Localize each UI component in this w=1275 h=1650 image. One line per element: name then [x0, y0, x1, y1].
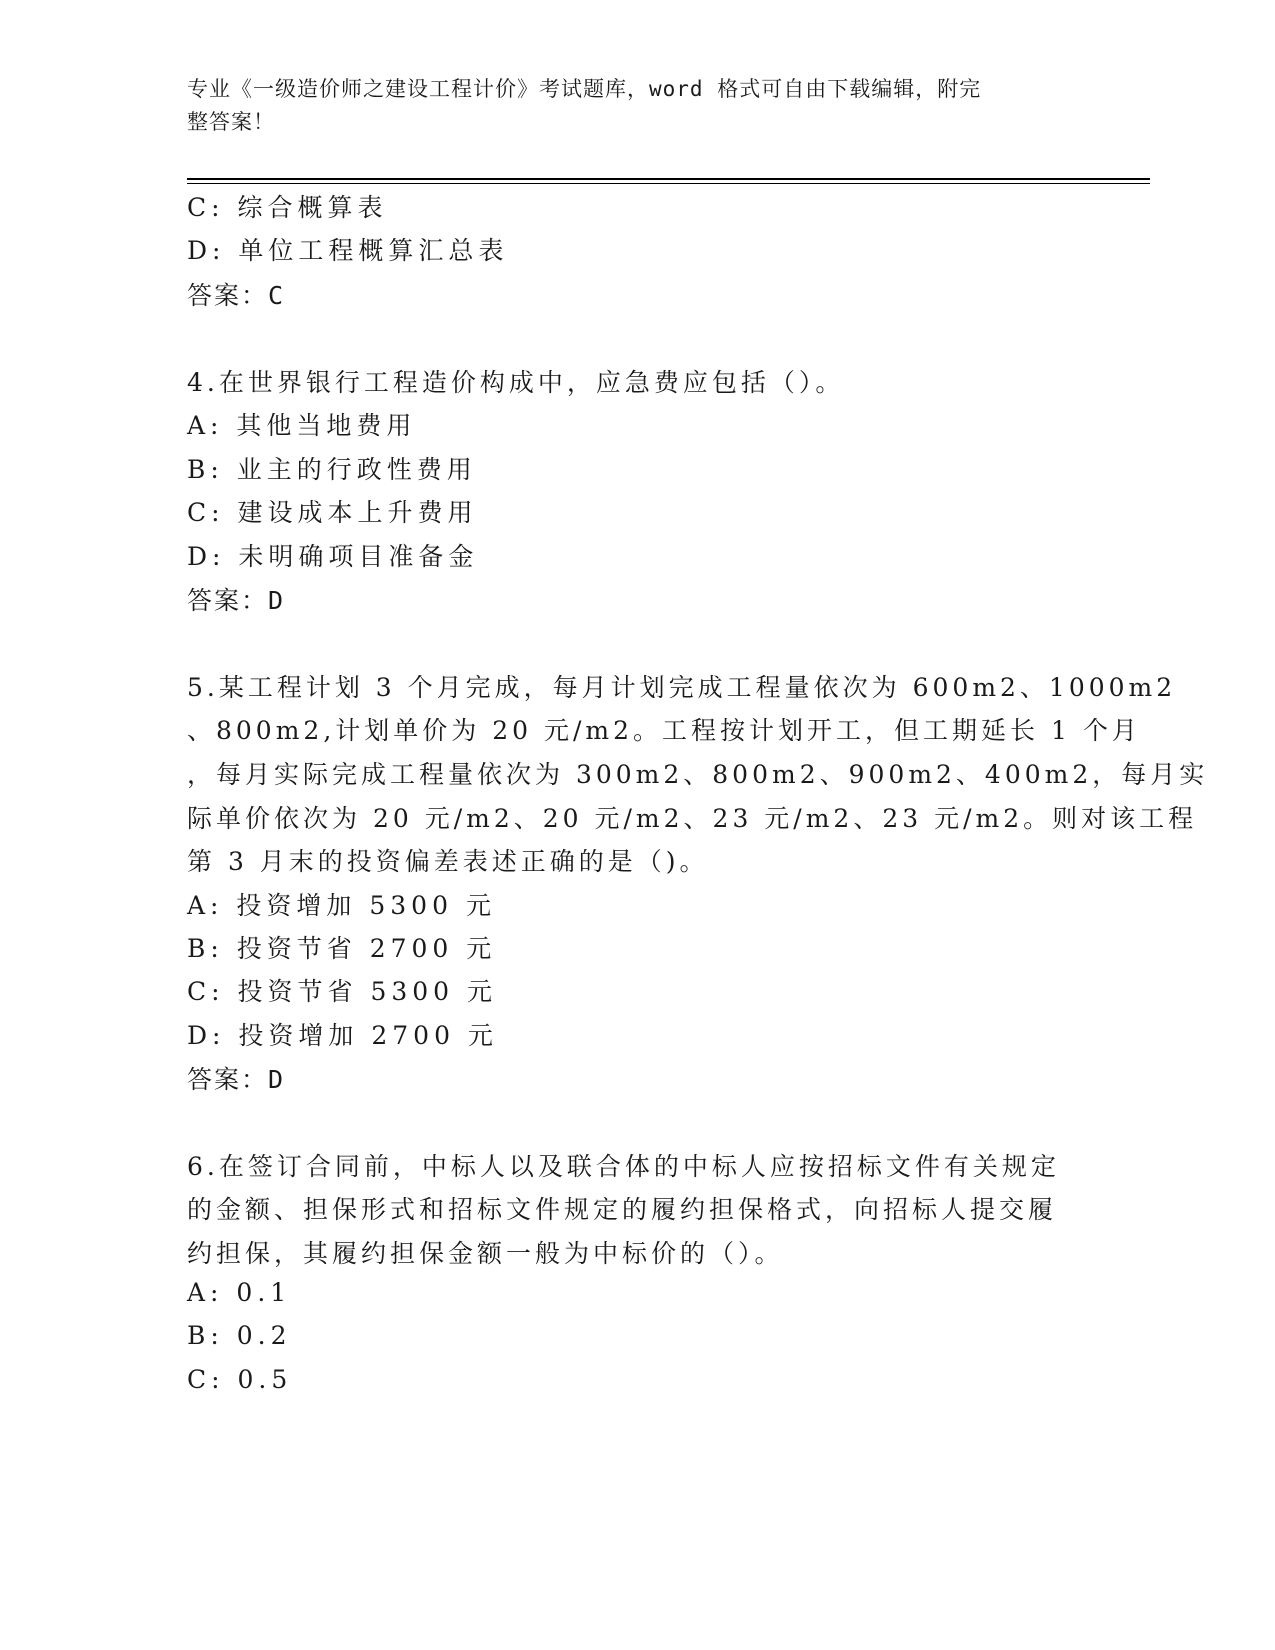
q5-stem-line: ，每月实际完成工程量依次为 300m2、800m2、900m2、400m2，每月实: [187, 760, 1209, 789]
q3-option-c: C: 综合概算表: [187, 193, 388, 222]
header-divider-thin: [187, 183, 1150, 184]
q4-option-c: C: 建设成本上升费用: [187, 498, 478, 527]
q5-stem-line: 5.某工程计划 3 个月完成，每月计划完成工程量依次为 600m2、1000m2: [187, 673, 1177, 702]
q5-option-a: A: 投资增加 5300 元: [187, 891, 496, 920]
q3-option-d: D: 单位工程概算汇总表: [187, 236, 509, 265]
q6-option-a: A: 0.1: [187, 1278, 292, 1307]
q5-stem-line: 、800m2,计划单价为 20 元/m2。工程按计划开工，但工期延长 1 个月: [187, 716, 1141, 745]
q4-stem: 4.在世界银行工程造价构成中，应急费应包括（）。: [187, 368, 845, 397]
q4-answer: 答案：D: [187, 586, 286, 615]
q5-option-c: C: 投资节省 5300 元: [187, 977, 498, 1006]
document-header: [187, 73, 1067, 139]
q4-option-b: B: 业主的行政性费用: [187, 455, 477, 484]
q5-option-d: D: 投资增加 2700 元: [187, 1021, 498, 1050]
q3-answer: 答案：C: [187, 281, 286, 310]
header-line-2: 整答案！: [187, 110, 275, 134]
q5-option-b: B: 投资节省 2700 元: [187, 934, 497, 963]
q6-option-c: C: 0.5: [187, 1365, 293, 1394]
q6-option-b: B: 0.2: [187, 1321, 292, 1350]
header-line-1: 专业《一级造价师之建设工程计价》考试题库，word 格式可自由下载编辑，附完: [187, 77, 982, 101]
q4-option-d: D: 未明确项目准备金: [187, 542, 479, 571]
header-divider-thick: [187, 178, 1150, 180]
q6-stem-line: 约担保，其履约担保金额一般为中标价的（）。: [187, 1239, 784, 1268]
q5-stem-line: 第 3 月末的投资偏差表述正确的是（)。: [187, 847, 709, 876]
q5-stem-line: 际单价依次为 20 元/m2、20 元/m2、23 元/m2、23 元/m2。则对该工程: [187, 804, 1198, 833]
q4-option-a: A: 其他当地费用: [187, 411, 417, 440]
q5-answer: 答案：D: [187, 1065, 286, 1094]
q6-stem-line: 的金额、担保形式和招标文件规定的履约担保格式，向招标人提交履: [187, 1195, 1058, 1224]
q6-stem-line: 6.在签订合同前，中标人以及联合体的中标人应按招标文件有关规定: [187, 1152, 1060, 1181]
